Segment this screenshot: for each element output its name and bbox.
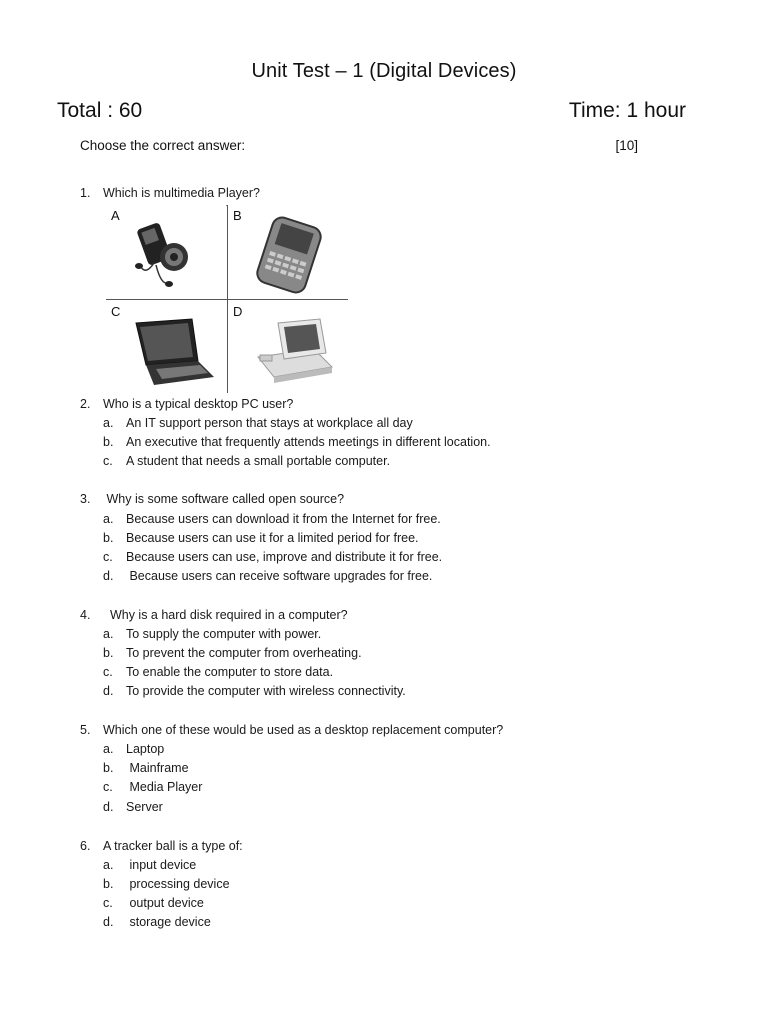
laptop-icon	[106, 301, 226, 393]
question-5	[80, 723, 503, 737]
option-text: A student that needs a small portable computer.	[126, 454, 391, 468]
option-item[interactable]	[103, 569, 432, 583]
question-1	[80, 186, 260, 200]
option-text: Because users can download it from the Internet for free.	[126, 512, 441, 526]
question-3	[80, 492, 344, 506]
option-item[interactable]	[103, 512, 441, 526]
question-number: 2.	[80, 397, 91, 411]
option-letter: c.	[103, 896, 113, 910]
option-text: processing device	[126, 877, 230, 891]
option-item[interactable]	[103, 684, 406, 698]
question-number: 5.	[80, 723, 91, 737]
option-letter: c.	[103, 550, 113, 564]
option-letter: b.	[103, 646, 114, 660]
option-text: storage device	[126, 915, 211, 929]
option-text: To prevent the computer from overheating.	[126, 646, 362, 660]
option-item[interactable]	[103, 761, 189, 775]
option-item[interactable]	[103, 435, 491, 449]
option-letter: d.	[103, 569, 114, 583]
question-4	[80, 608, 348, 622]
option-item[interactable]	[103, 877, 230, 891]
option-letter: b.	[103, 761, 114, 775]
question-text: A tracker ball is a type of:	[103, 839, 243, 853]
question-text: Who is a typical desktop PC user?	[103, 397, 294, 411]
option-text: Because users can use it for a limited period for free.	[126, 531, 419, 545]
option-letter: c.	[103, 454, 113, 468]
image-label-d: D	[233, 304, 243, 319]
option-item[interactable]	[103, 550, 442, 564]
option-text: Because users can use, improve and distribute it for free.	[126, 550, 443, 564]
option-item[interactable]	[103, 800, 163, 814]
smartphone-icon	[228, 205, 348, 299]
total-marks: Total : 60	[57, 99, 143, 122]
section-marks: [10]	[615, 138, 638, 153]
time-limit: Time: 1 hour	[568, 99, 686, 122]
option-text: Server	[126, 800, 163, 814]
option-d-desktop-device[interactable]	[228, 301, 348, 395]
option-item[interactable]	[103, 742, 164, 756]
option-item[interactable]	[103, 780, 202, 794]
option-text: Laptop	[126, 742, 165, 756]
media-player-icon	[106, 205, 226, 299]
option-letter: d.	[103, 800, 114, 814]
option-text: input device	[126, 858, 197, 872]
question-text: Why is some software called open source?	[103, 492, 345, 506]
instruction: Choose the correct answer:	[80, 138, 246, 153]
option-letter: c.	[103, 780, 113, 794]
page-title: Unit Test – 1 (Digital Devices)	[251, 60, 517, 82]
option-text: To supply the computer with power.	[126, 627, 322, 641]
option-c-laptop[interactable]	[106, 301, 226, 395]
option-item[interactable]	[103, 531, 419, 545]
question-number: 4.	[80, 608, 91, 622]
option-letter: d.	[103, 915, 114, 929]
question-2	[80, 397, 293, 411]
device-image-grid	[106, 205, 348, 393]
option-item[interactable]	[103, 858, 196, 872]
option-item[interactable]	[103, 915, 211, 929]
option-text: output device	[126, 896, 204, 910]
image-label-a: A	[111, 208, 120, 223]
option-text: An IT support person that stays at workplace all day	[126, 416, 413, 430]
option-letter: a.	[103, 627, 114, 641]
option-letter: c.	[103, 665, 113, 679]
option-item[interactable]	[103, 896, 204, 910]
grid-horizontal-divider	[106, 299, 348, 300]
option-letter: b.	[103, 531, 114, 545]
option-a-media-player[interactable]	[106, 205, 226, 299]
question-number: 6.	[80, 839, 91, 853]
option-text: Media Player	[126, 780, 203, 794]
option-text: Because users can receive software upgrades for free.	[126, 569, 433, 583]
image-label-c: C	[111, 304, 121, 319]
question-text: Which one of these would be used as a desktop replacement computer?	[103, 723, 504, 737]
question-text: Why is a hard disk required in a computer?	[103, 608, 348, 622]
option-text: Mainframe	[126, 761, 189, 775]
option-text: To provide the computer with wireless connectivity.	[126, 684, 406, 698]
image-label-b: B	[233, 208, 242, 223]
option-text: An executive that frequently attends meetings in different location.	[126, 435, 491, 449]
option-letter: b.	[103, 877, 114, 891]
desktop-device-icon	[228, 301, 348, 393]
option-letter: a.	[103, 858, 114, 872]
question-6	[80, 839, 243, 853]
question-number: 1.	[80, 186, 91, 200]
option-text: To enable the computer to store data.	[126, 665, 334, 679]
question-text: Which is multimedia Player?	[103, 186, 260, 200]
option-item[interactable]	[103, 454, 390, 468]
question-number: 3.	[80, 492, 91, 506]
option-item[interactable]	[103, 665, 333, 679]
option-letter: b.	[103, 435, 114, 449]
option-letter: a.	[103, 742, 114, 756]
option-item[interactable]	[103, 416, 413, 430]
option-letter: d.	[103, 684, 114, 698]
option-letter: a.	[103, 416, 114, 430]
option-letter: a.	[103, 512, 114, 526]
option-b-smartphone[interactable]	[228, 205, 348, 299]
option-item[interactable]	[103, 646, 362, 660]
option-item[interactable]	[103, 627, 321, 641]
